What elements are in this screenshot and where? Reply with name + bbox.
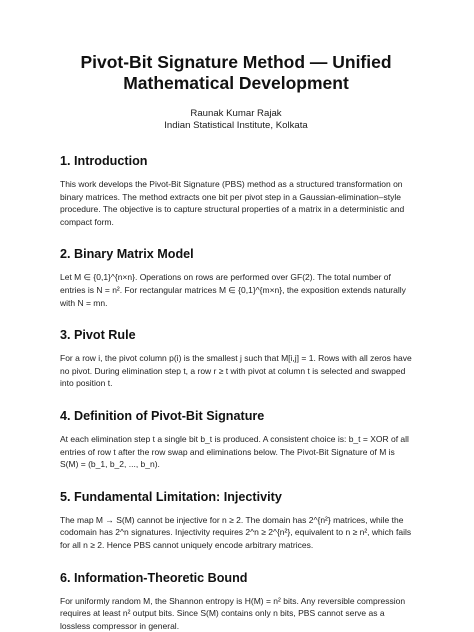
section-body-binary-matrix-model: Let M ∈ {0,1}^{n×n}. Operations on rows are performed over GF(2). The total number of entries is N = n². For rectangular matrices M ∈ {0,1}^{m×n}, the exposition extends naturally with N = mn. [60,271,412,309]
section-body-introduction: This work develops the Pivot-Bit Signature (PBS) method as a structured transformation on binary matrices. The method extracts one bit per pivot step in a Gaussian-elimination–style procedure. The objective is to capture structural properties of a matrix in a deterministic and compact form. [60,178,412,228]
section-heading-pbs-definition: 4. Definition of Pivot-Bit Signature [60,409,412,424]
title-line-1: Pivot-Bit Signature Method — Unified [60,52,412,73]
section-body-pivot-rule: For a row i, the pivot column p(i) is the smallest j such that M[i,j] = 1. Rows with all zeros have no pivot. During elimination step t, a row r ≥ t with pivot at column t is selected and swapped into position t. [60,352,412,390]
section-heading-binary-matrix-model: 2. Binary Matrix Model [60,247,412,262]
section-heading-information-bound: 6. Information-Theoretic Bound [60,571,412,586]
author-name: Raunak Kumar Rajak [60,108,412,120]
section-body-information-bound: For uniformly random M, the Shannon entropy is H(M) = n² bits. Any reversible compression requires at least n² output bits. Since S(M) contains only n bits, PBS cannot serve as a lossless compressor in general. [60,595,412,632]
section-body-injectivity: The map M → S(M) cannot be injective for n ≥ 2. The domain has 2^{n²} matrices, while the codomain has 2^n signatures. Injectivity requires 2^n ≥ 2^{n²}, equivalent to n ≥ n², which fails for all n ≥ 2. Hence PBS cannot uniquely encode arbitrary matrices. [60,514,412,552]
section-heading-injectivity: 5. Fundamental Limitation: Injectivity [60,490,412,505]
section-heading-introduction: 1. Introduction [60,154,412,169]
paper-title [60,52,412,94]
title-line-2: Mathematical Development [60,73,412,94]
section-body-pbs-definition: At each elimination step t a single bit b_t is produced. A consistent choice is: b_t = XOR of all entries of row t after the row swap and eliminations below. The Pivot-Bit Signature of M is S(M) = (b_1, b_2, ..., b_n). [60,433,412,471]
author-block [60,108,412,132]
author-affiliation: Indian Statistical Institute, Kolkata [60,120,412,132]
section-heading-pivot-rule: 3. Pivot Rule [60,328,412,343]
